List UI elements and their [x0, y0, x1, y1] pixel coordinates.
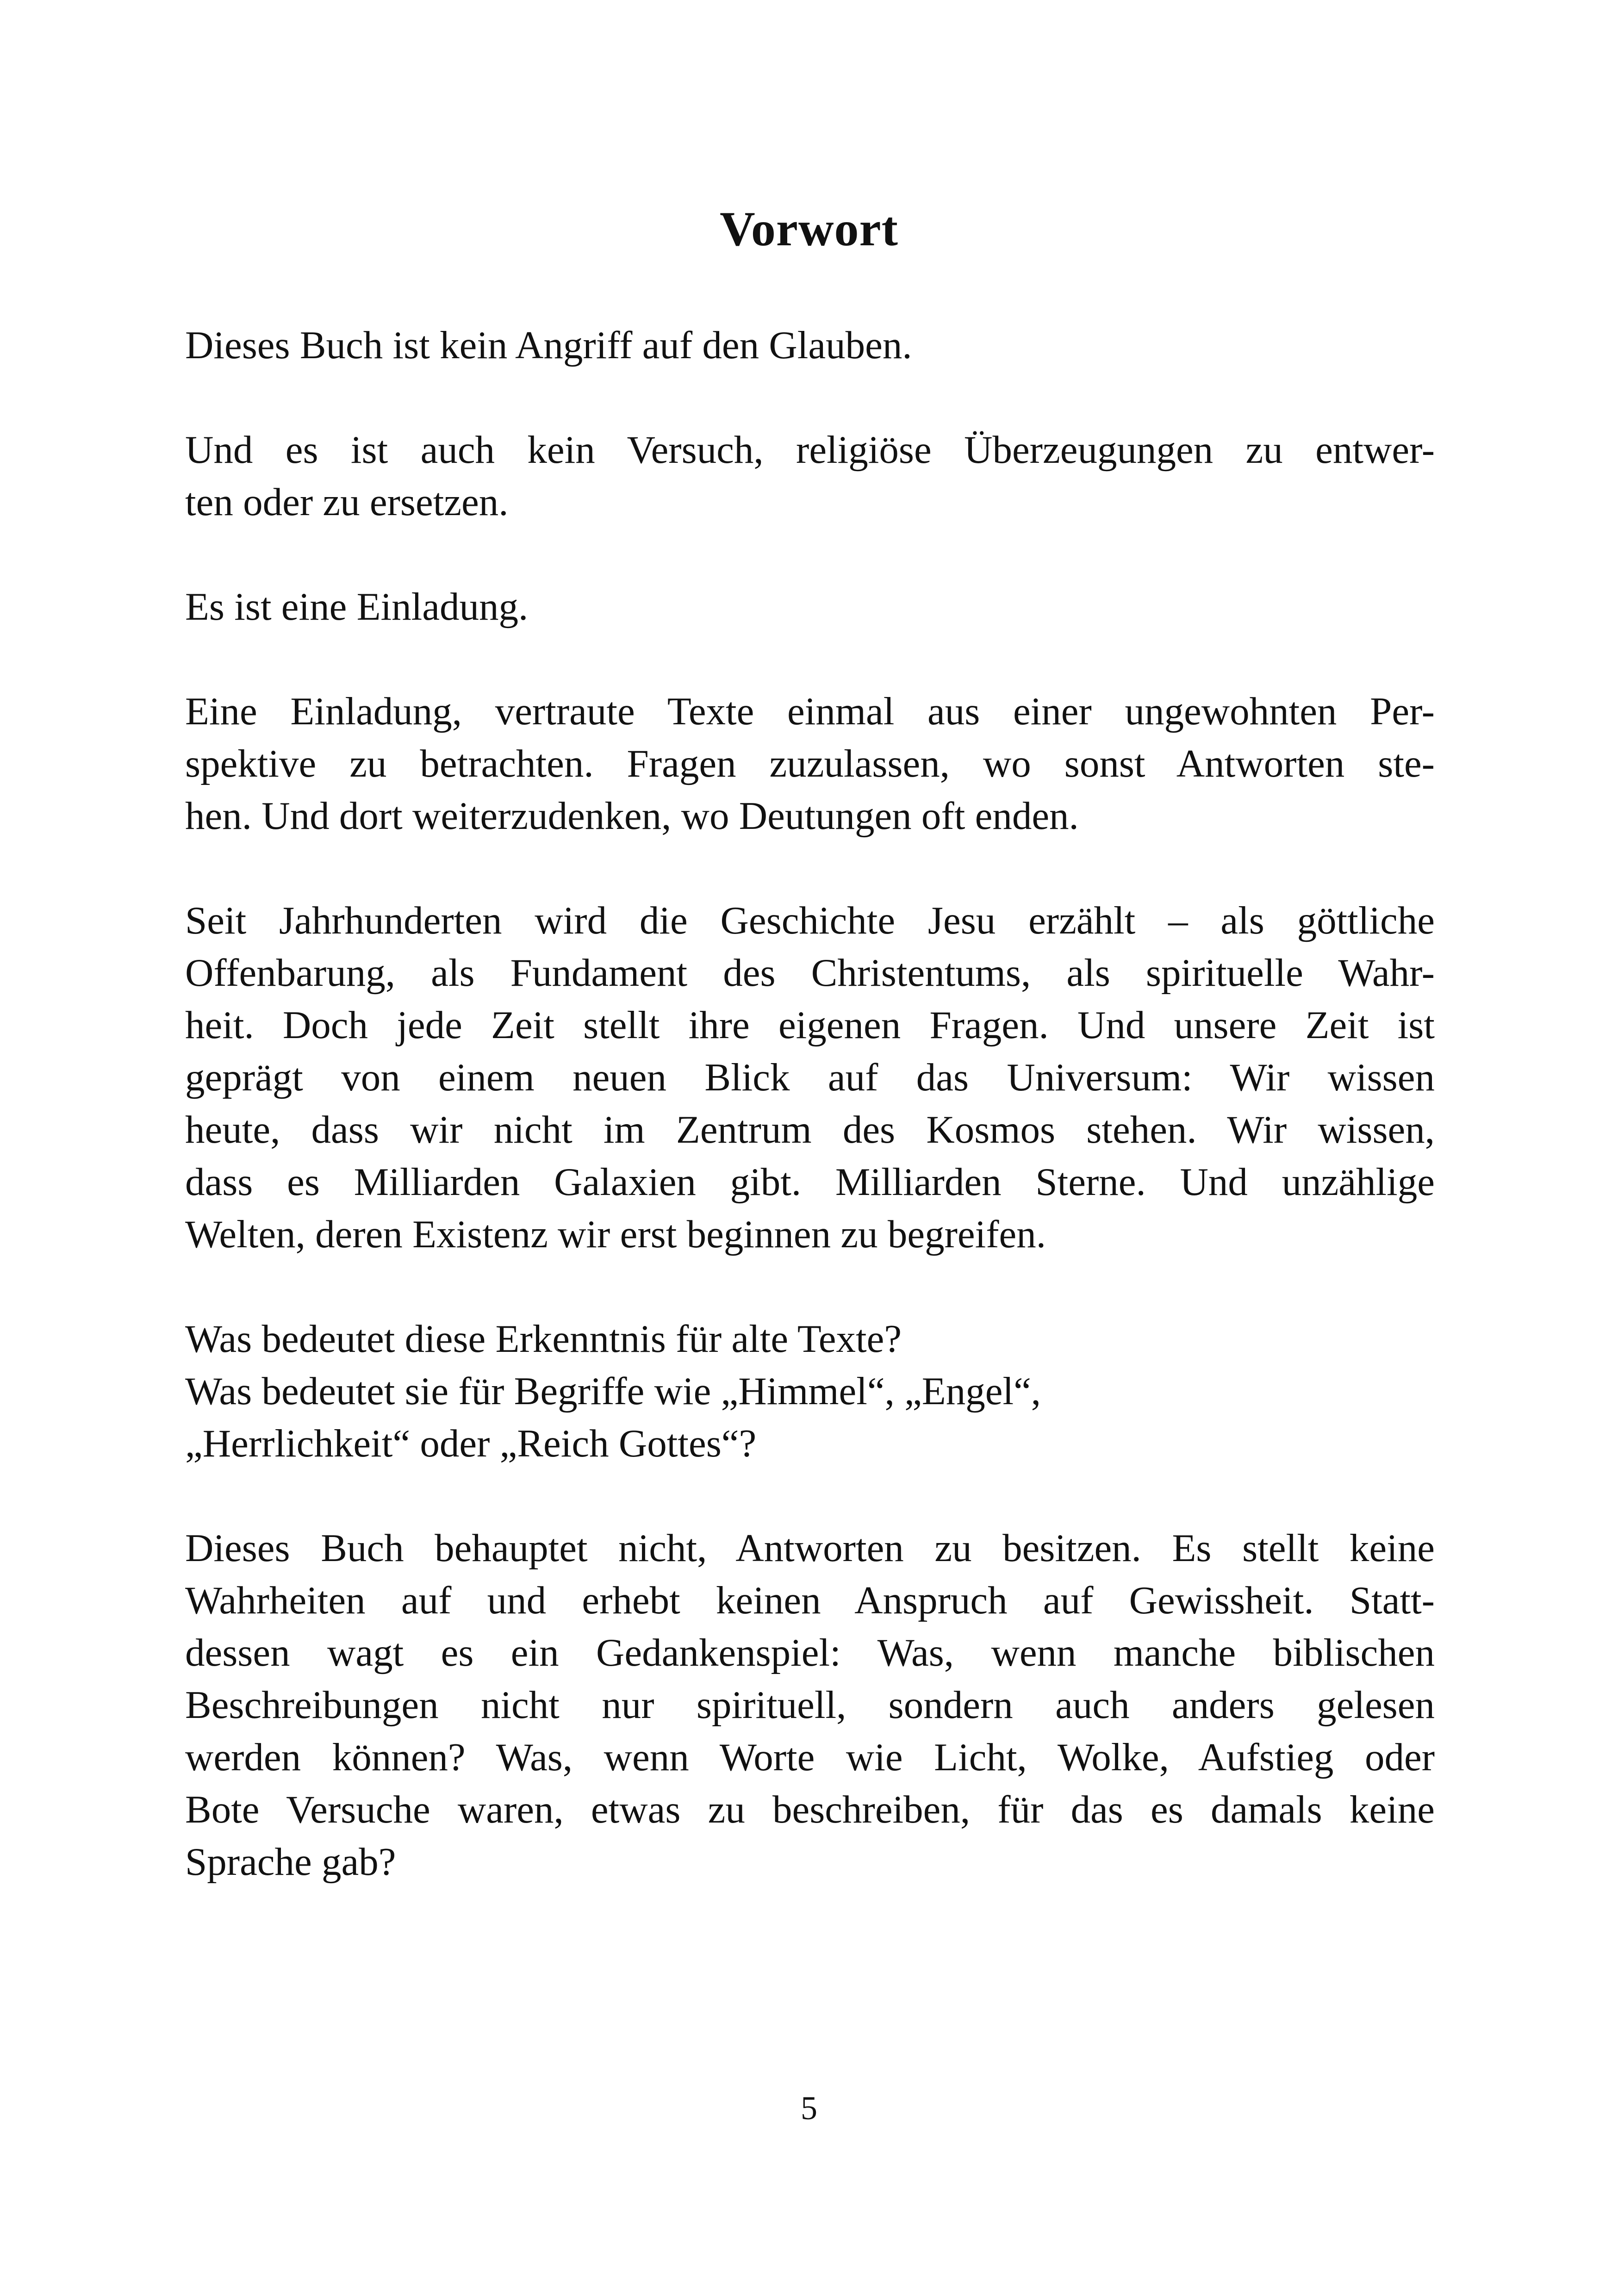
text-line: Welten, deren Existenz wir erst beginnen zu begreifen. [185, 1213, 1046, 1256]
body-text [185, 319, 1435, 1941]
text-line: Sprache gab? [185, 1840, 396, 1884]
paragraph-1 [185, 319, 1435, 372]
paragraph-3 [185, 581, 1435, 633]
text-line: Wahrheiten auf und erhebt keinen Anspruch auf Gewissheit. Statt- [185, 1579, 1435, 1622]
paragraph-6 [185, 1313, 1435, 1470]
paragraph-7 [185, 1522, 1435, 1888]
text-line: hen. Und dort weiterzudenken, wo Deutungen oft enden. [185, 794, 1079, 838]
text-line: Eine Einladung, vertraute Texte einmal aus einer ungewohnten Per- [185, 690, 1435, 733]
text-line: Offenbarung, als Fundament des Christentums, als spirituelle Wahr- [185, 951, 1435, 995]
page-title: Vorwort [720, 202, 898, 256]
text-line: heute, dass wir nicht im Zentrum des Kosmos stehen. Wir wissen, [185, 1108, 1435, 1151]
text-line: werden können? Was, wenn Worte wie Licht, Wolke, Aufstieg oder [185, 1736, 1435, 1779]
text-line: Beschreibungen nicht nur spirituell, sondern auch anders gelesen [185, 1683, 1435, 1727]
text-line: ten oder zu ersetzen. [185, 480, 509, 524]
text-line: Bote Versuche waren, etwas zu beschreiben, für das es damals keine [185, 1788, 1435, 1831]
text-line: dessen wagt es ein Gedankenspiel: Was, wenn manche biblischen [185, 1631, 1435, 1674]
paragraph-4 [185, 685, 1435, 842]
text-line: „Herrlichkeit“ oder „Reich Gottes“? [185, 1422, 757, 1465]
text-line: heit. Doch jede Zeit stellt ihre eigenen Fragen. Und unsere Zeit ist [185, 1003, 1435, 1047]
text-line: spektive zu betrachten. Fragen zuzulassen, wo sonst Antworten ste- [185, 742, 1435, 785]
paragraph-2 [185, 424, 1435, 529]
text-line: dass es Milliarden Galaxien gibt. Milliarden Sterne. Und unzählige [185, 1160, 1435, 1204]
text-line: Was bedeutet sie für Begriffe wie „Himmel“, „Engel“, [185, 1369, 1041, 1413]
text-line: Und es ist auch kein Versuch, religiöse Überzeugungen zu entwer- [185, 428, 1435, 472]
text-line: Es ist eine Einladung. [185, 585, 529, 628]
text-line: Was bedeutet diese Erkenntnis für alte Texte? [185, 1317, 902, 1361]
page-number: 5 [801, 2090, 817, 2127]
text-line: Dieses Buch behauptet nicht, Antworten zu besitzen. Es stellt keine [185, 1526, 1435, 1570]
text-line: Dieses Buch ist kein Angriff auf den Glauben. [185, 324, 912, 367]
paragraph-5 [185, 895, 1435, 1261]
text-line: Seit Jahrhunderten wird die Geschichte Jesu erzählt – als göttliche [185, 899, 1435, 942]
text-line: geprägt von einem neuen Blick auf das Universum: Wir wissen [185, 1056, 1435, 1099]
